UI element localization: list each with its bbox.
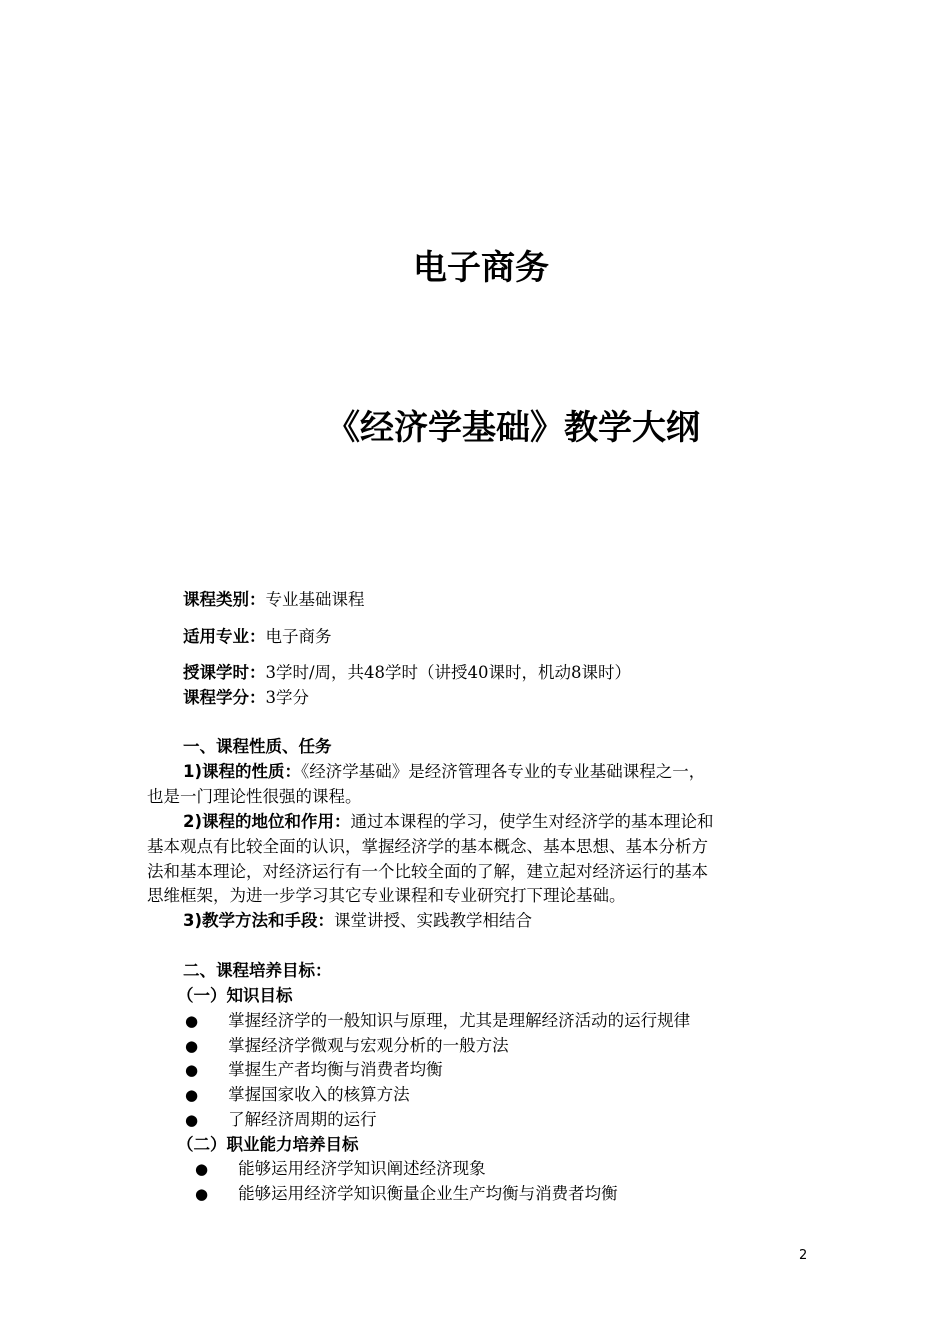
p1-label: 1)课程的性质： [183, 762, 302, 781]
p2-label: 2)课程的地位和作用： [183, 812, 351, 831]
bullet-icon: ● [185, 1061, 199, 1079]
info-label: 适用专业： [183, 627, 266, 646]
info-course-category [183, 588, 365, 612]
bullet-icon: ● [185, 1037, 199, 1055]
bullet-icon: ● [195, 1160, 209, 1178]
department-title: 电子商务 [413, 248, 549, 288]
list-item-text: 掌握经济学微观与宏观分析的一般方法 [228, 1036, 509, 1055]
section1-p2-line4: 思维框架，为进一步学习其它专业课程和专业研究打下理论基础。 [147, 886, 626, 905]
section1-p1-line2: 也是一门理论性很强的课程。 [147, 787, 362, 806]
list-item [195, 1182, 618, 1206]
list-item-text: 掌握生产者均衡与消费者均衡 [228, 1060, 443, 1079]
p3-text: 课堂讲授、实践教学相结合 [334, 911, 533, 930]
list-item-text: 能够运用经济学知识阐述经济现象 [238, 1159, 486, 1178]
section1-p2-line3: 法和基本理论，对经济运行有一个比较全面的了解，建立起对经济运行的基本 [147, 862, 708, 881]
section1-p1-line1 [183, 760, 705, 784]
list-item [185, 1009, 690, 1033]
info-value: 电子商务 [265, 627, 332, 646]
info-applicable-major [183, 625, 332, 649]
bullet-icon: ● [185, 1012, 199, 1030]
page-number: 2 [799, 1248, 808, 1263]
list-item [185, 1108, 377, 1132]
info-value: 3学时/周，共48学时（讲授40课时，机动8课时） [265, 663, 632, 682]
section2-sub2-heading: （二）职业能力培养目标 [177, 1135, 359, 1154]
list-item [195, 1157, 486, 1181]
bullet-icon: ● [185, 1111, 199, 1129]
list-item [185, 1083, 410, 1107]
p3-label: 3)教学方法和手段： [183, 911, 335, 930]
list-item-text: 能够运用经济学知识衡量企业生产均衡与消费者均衡 [238, 1184, 618, 1203]
info-value: 专业基础课程 [265, 590, 365, 609]
document-title: 《经济学基础》教学大纲 [326, 408, 700, 448]
info-teaching-hours [183, 661, 631, 685]
p1-text: 《经济学基础》是经济管理各专业的专业基础课程之一， [301, 762, 706, 781]
list-item-text: 掌握国家收入的核算方法 [228, 1085, 410, 1104]
list-item [185, 1034, 509, 1058]
list-item-text: 掌握经济学的一般知识与原理，尤其是理解经济活动的运行规律 [228, 1011, 691, 1030]
bullet-icon: ● [185, 1086, 199, 1104]
info-label: 授课学时： [183, 663, 266, 682]
list-item-text: 了解经济周期的运行 [228, 1110, 377, 1129]
section1-heading: 一、课程性质、任务 [183, 737, 332, 756]
section1-p2-line1 [183, 810, 714, 834]
info-label: 课程学分： [183, 688, 266, 707]
section2-heading: 二、课程培养目标： [183, 961, 332, 980]
p2-text: 通过本课程的学习，使学生对经济学的基本理论和 [350, 812, 714, 831]
section1-p3 [183, 909, 532, 933]
bullet-icon: ● [195, 1185, 209, 1203]
list-item [185, 1058, 443, 1082]
info-value: 3学分 [265, 688, 309, 707]
section2-sub1-heading: （一）知识目标 [177, 986, 293, 1005]
section1-p2-line2: 基本观点有比较全面的认识，掌握经济学的基本概念、基本思想、基本分析方 [147, 837, 708, 856]
info-credits [183, 686, 309, 710]
info-label: 课程类别： [183, 590, 266, 609]
